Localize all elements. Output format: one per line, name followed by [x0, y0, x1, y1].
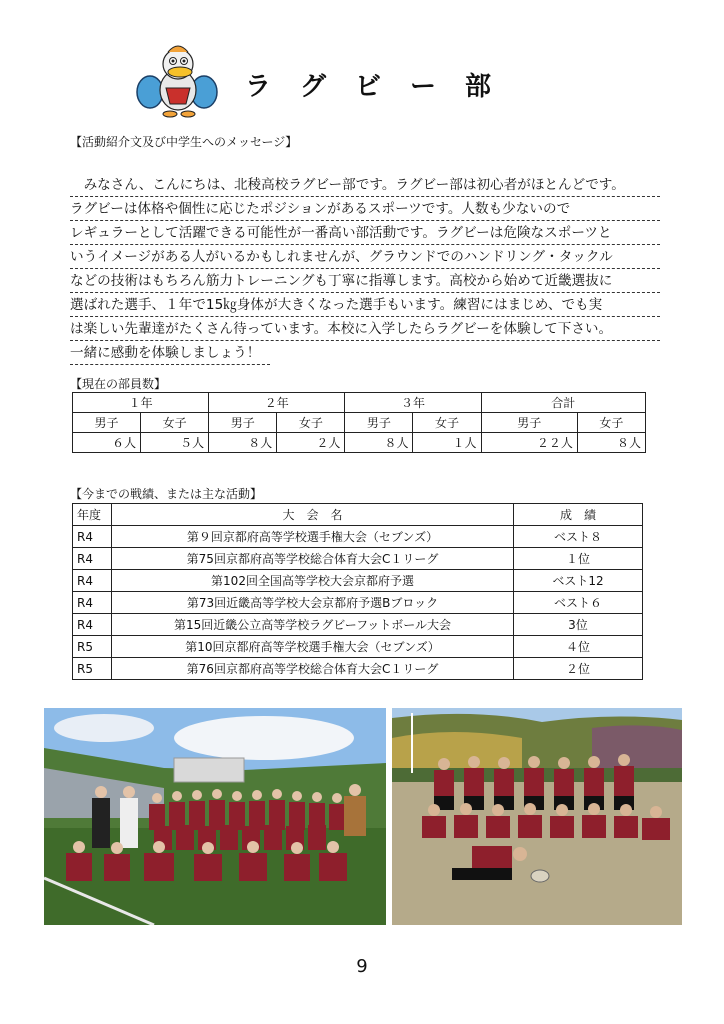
year-cell: R5: [73, 636, 112, 658]
year-cell: R4: [73, 614, 112, 636]
year-header: 年度: [73, 504, 112, 526]
table-row: [73, 548, 643, 570]
member-count: ５人: [141, 433, 209, 453]
table-row: [73, 636, 643, 658]
result-cell: ベスト６: [514, 592, 643, 614]
message-line: ラグビーは体格や個性に応じたポジションがあるスポーツです。人数も少ないので: [70, 198, 660, 221]
message-line: 一緒に感動を体験しましょう！: [70, 342, 270, 365]
tournament-header: 大 会 名: [112, 504, 514, 526]
tournament-cell: 第９回京都府高等学校選手権大会（セブンズ）: [112, 526, 514, 548]
group-header: １年: [73, 393, 209, 413]
member-count: ８人: [577, 433, 645, 453]
year-cell: R4: [73, 548, 112, 570]
message-line: 選ばれた選手、１年で15㎏身体が大きくなった選手もいます。練習にはまじめ、でも実: [70, 294, 660, 317]
group-header: ３年: [345, 393, 481, 413]
result-cell: １位: [514, 548, 643, 570]
gender-header: 男子: [73, 413, 141, 433]
title-char: ー: [409, 71, 436, 102]
message-line: みなさん、こんにちは、北稜高校ラグビー部です。ラグビー部は初心者がほとんどです。: [70, 174, 660, 197]
message-heading: 【活動紹介文及び中学生へのメッセージ】: [70, 135, 298, 149]
member-count: １人: [413, 433, 481, 453]
table-row: [73, 614, 643, 636]
year-cell: R4: [73, 570, 112, 592]
year-cell: R4: [73, 592, 112, 614]
tournament-cell: 第73回近畿高等学校大会京都府予選Bブロック: [112, 592, 514, 614]
member-count: ８人: [345, 433, 413, 453]
message-line: いうイメージがある人がいるかもしれませんが、グラウンドでのハンドリング・タックル: [70, 246, 660, 269]
gender-header: 女子: [141, 413, 209, 433]
result-cell: 3位: [514, 614, 643, 636]
title-char: ビ: [354, 71, 381, 102]
gender-header: 女子: [577, 413, 645, 433]
tournament-cell: 第102回全国高等学校大会京都府予選: [112, 570, 514, 592]
gender-header: 女子: [277, 413, 345, 433]
message-line: などの技術はもちろん筋力トレーニングも丁寧に指導します。高校から始めて近畿選抜に: [70, 270, 660, 293]
gender-header: 男子: [481, 413, 577, 433]
member-count: ２人: [277, 433, 345, 453]
table-row: [73, 570, 643, 592]
gender-header: 男子: [345, 413, 413, 433]
title-char: ラ: [244, 71, 271, 102]
tournament-cell: 第75回京都府高等学校総合体育大会C１リーグ: [112, 548, 514, 570]
member-count: ６人: [73, 433, 141, 453]
title-char: 部: [464, 71, 491, 102]
year-cell: R4: [73, 526, 112, 548]
member-count: ２２人: [481, 433, 577, 453]
page-number: 9: [356, 956, 368, 977]
tournament-cell: 第10回京都府高等学校選手権大会（セブンズ）: [112, 636, 514, 658]
team-photo-field: [392, 708, 682, 925]
year-cell: R5: [73, 658, 112, 680]
tournament-cell: 第76回京都府高等学校総合体育大会C１リーグ: [112, 658, 514, 680]
title-char: グ: [299, 71, 326, 102]
table-row: [73, 592, 643, 614]
message-line: レギュラーとして活躍できる可能性が一番高い部活動です。ラグビーは危険なスポーツと: [70, 222, 660, 245]
results-table: [72, 503, 643, 680]
page-title: [238, 64, 498, 104]
team-photo-stadium: [44, 708, 386, 925]
message-text: [70, 174, 660, 366]
table-row: [73, 526, 643, 548]
table-row: [73, 658, 643, 680]
result-cell: ベスト８: [514, 526, 643, 548]
result-cell: ベスト12: [514, 570, 643, 592]
message-line: は楽しい先輩達がたくさん待っています。本校に入学したらラグビーを体験して下さい。: [70, 318, 660, 341]
tournament-cell: 第15回近畿公立高等学校ラグビーフットボール大会: [112, 614, 514, 636]
result-header: 成 績: [514, 504, 643, 526]
gender-header: 女子: [413, 413, 481, 433]
gender-header: 男子: [209, 413, 277, 433]
group-header: ２年: [209, 393, 345, 413]
group-header: 合計: [481, 393, 645, 413]
members-table: [72, 392, 646, 453]
members-heading: 【現在の部員数】: [70, 377, 167, 391]
mascot-logo: [136, 42, 218, 120]
results-heading: 【今までの戦績、または主な活動】: [70, 487, 263, 501]
member-count: ８人: [209, 433, 277, 453]
result-cell: ４位: [514, 636, 643, 658]
result-cell: ２位: [514, 658, 643, 680]
